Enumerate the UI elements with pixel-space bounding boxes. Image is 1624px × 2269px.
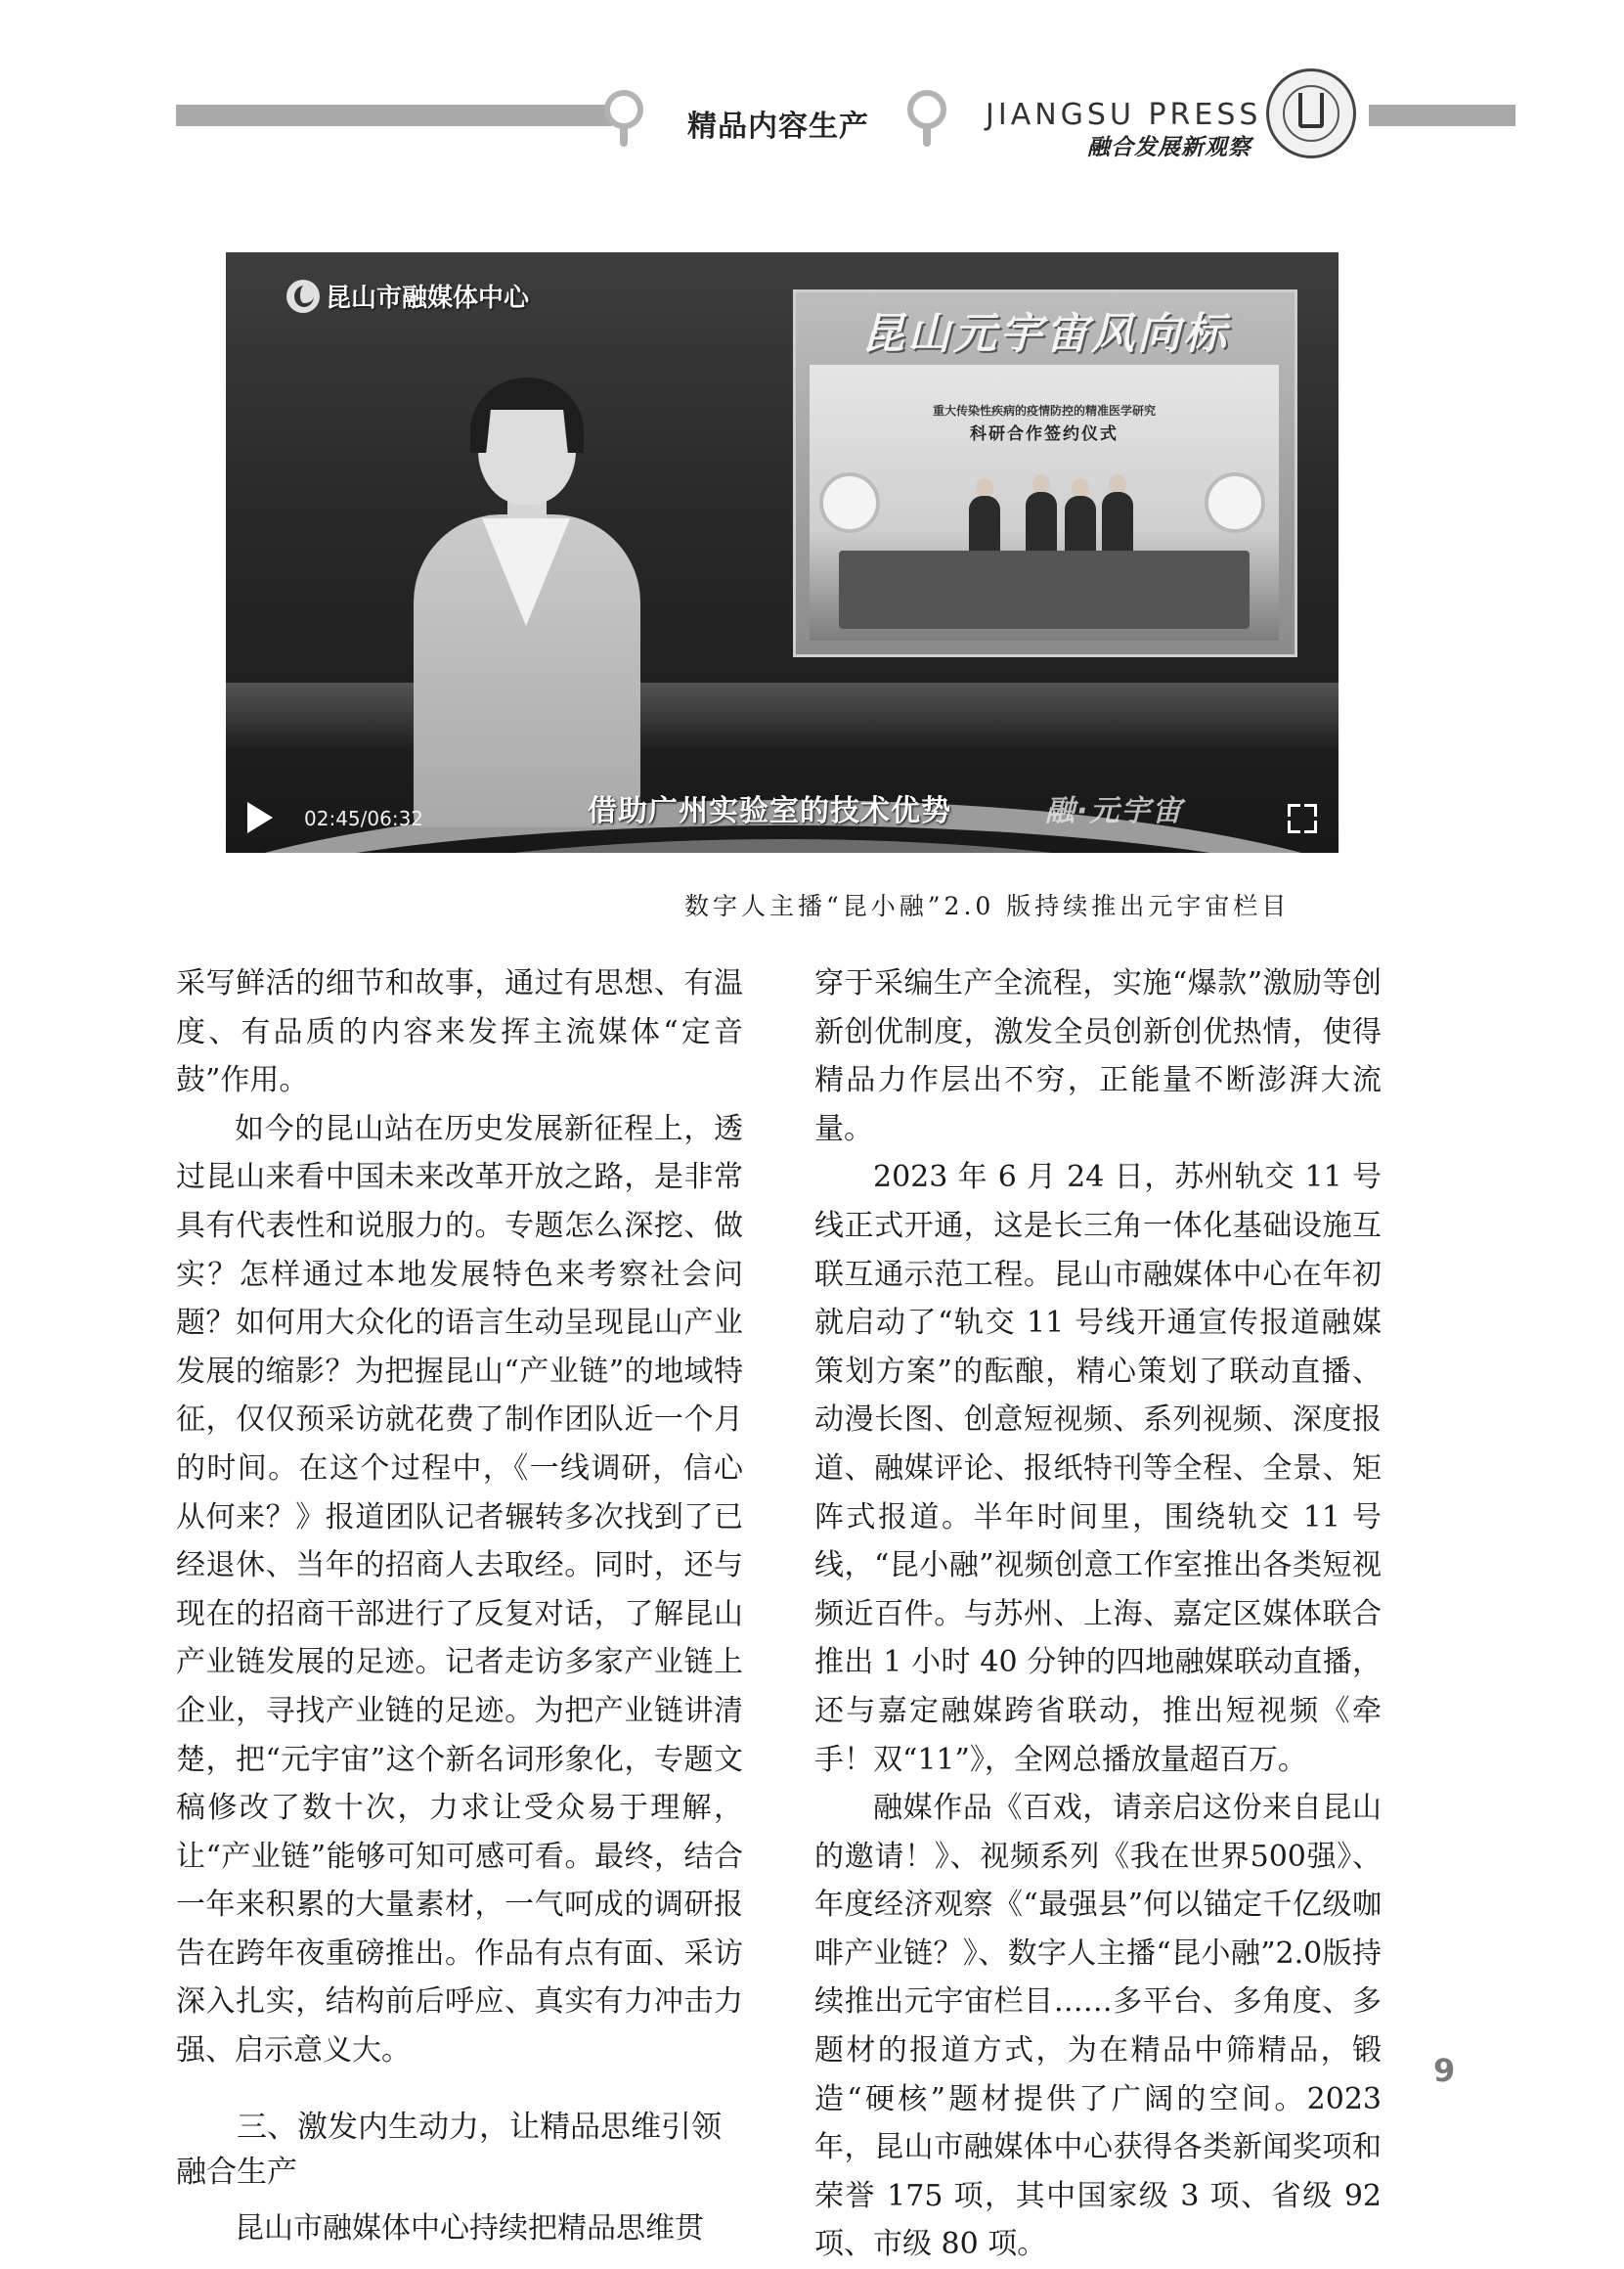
figure-caption: 数字人主播“昆小融”2.0 版持续推出元宇宙栏目 (684, 892, 1291, 920)
video-timecode: 02:45/06:32 (304, 807, 424, 830)
fullscreen-icon[interactable] (1288, 804, 1317, 833)
page-number: 9 (1433, 2052, 1456, 2089)
person-head (1109, 474, 1126, 494)
channel-logo (286, 278, 529, 314)
press-subtitle: 融合发展新观察 (1087, 134, 1251, 160)
person-head (1032, 474, 1050, 494)
play-icon[interactable] (247, 802, 273, 833)
map-pin-icon (604, 90, 643, 141)
screen-title: 昆山元宇宙风向标 (861, 309, 1229, 359)
body-paragraph: 2023 年 6 月 24 日，苏州轨交 11 号线正式开通，这是长三角一体化基础设施互联互通示范工程。昆山市融媒体中心在年初就启动了“轨交 11 号线开通宣传报道融媒策划方案”的酝酿，精心策划了联动直播、动漫长图、创意短视频、系列视频、深度报道、融媒评论、报纸特刊等全程、全景、矩阵式报道。半年时间里，围绕轨交 11 号线，“昆小融”视频创意工作室推出各类短视频近百件。与苏州、上海、嘉定区媒体联合推出 1 小时 40 分钟的四地融媒联动直播，还与嘉定融媒跨省联动，推出短视频《牵手！双“11”》，全网总播放量超百万。 (814, 1160, 1382, 1777)
body-paragraph: 如今的昆山站在历史发展新征程上，透过昆山来看中国未来改革开放之路，是非常具有代表性和说服力的。专题怎么深挖、做实？怎样通过本地发展特色来考察社会问题？如何用大众化的语言生动呈现昆山产业发展的缩影？为把握昆山“产业链”的地域特征，仅仅预采访就花费了制作团队近一个月的时间。在这个过程中，《一线调研，信心从何来？》报道团队记者辗转多次找到了已经退休、当年的招商人去取经。同时，还与现在的招商干部进行了反复对话，了解昆山产业链发展的足迹。记者走访多家产业链上企业，寻找产业链的足迹。为把产业链讲清楚，把“元宇宙”这个新名词形象化，专题文稿修改了数十次，力求让受众易于理解，让“产业链”能够可知可感可看。最终，结合一年来积累的大量素材，一气呵成的调研报告在跨年夜重磅推出。作品有点有面、采访深入扎实，结构前后呼应、真实有力冲击力强、启示意义大。 (176, 1111, 743, 2069)
signing-ceremony-photo (810, 365, 1279, 641)
body-paragraph: 穿于采编生产全流程，实施“爆款”激励等创新创优制度，激发全员创新创优热情，使得精品力作层出不穷，正能量不断澎湃大流量。 (814, 966, 1382, 1146)
channel-logo-text: 昆山市融媒体中心 (326, 284, 530, 313)
section-title: 精品内容生产 (687, 110, 869, 144)
studio-light-band (226, 683, 1339, 751)
right-text-column (814, 959, 1382, 2269)
channel-logo-icon (286, 280, 320, 313)
person-figure (1026, 492, 1057, 555)
person-figure (1102, 492, 1133, 555)
person-head (1072, 478, 1089, 498)
body-paragraph: 昆山市融媒体中心持续把精品思维贯 (235, 2210, 704, 2246)
signing-table (839, 551, 1250, 629)
video-player[interactable] (226, 252, 1339, 853)
person-figure (1065, 496, 1096, 555)
press-seal-logo (1266, 68, 1356, 158)
video-subtitle: 借助广州实验室的技术优势 (588, 794, 951, 828)
photo-banner-line1: 重大传染性疾病的疫情防控的精准医学研究 (932, 404, 1156, 418)
emblem-right-icon (1205, 472, 1265, 533)
emblem-left-icon (819, 472, 880, 533)
photo-banner-line2: 科研合作签约仪式 (970, 424, 1119, 444)
press-name: JIANGSU PRESS (986, 98, 1262, 132)
studio-screen (793, 289, 1297, 657)
header-bar-left (176, 105, 612, 126)
header-bar-right (1369, 105, 1515, 126)
video-subtitle-tail: 融·元宇宙 (1045, 794, 1184, 828)
person-figure (969, 496, 1000, 555)
person-head (976, 478, 993, 498)
section-heading: 三、激发内生动力，让精品思维引领融合生产 (176, 2109, 722, 2190)
map-pin-icon (907, 90, 946, 141)
left-text-column (176, 959, 743, 2252)
body-paragraph: 采写鲜活的细节和故事，通过有思想、有温度、有品质的内容来发挥主流媒体“定音鼓”作用。 (176, 966, 743, 1098)
body-paragraph: 融媒作品《百戏，请亲启这份来自昆山的邀请！》、视频系列《我在世界500强》、年度经济观察《“最强县”何以锚定千亿级咖啡产业链？》、数字人主播“昆小融”2.0版持续推出元宇宙栏目……多平台、多角度、多题材的报道方式，为在精品中筛精品，锻造“硬核”题材提供了广阔的空间。2023 年，昆山市融媒体中心获得各类新闻奖项和荣誉 175 项，其中国家级 3 项、省级 92 项、市级 80 项。 (814, 1791, 1382, 2262)
